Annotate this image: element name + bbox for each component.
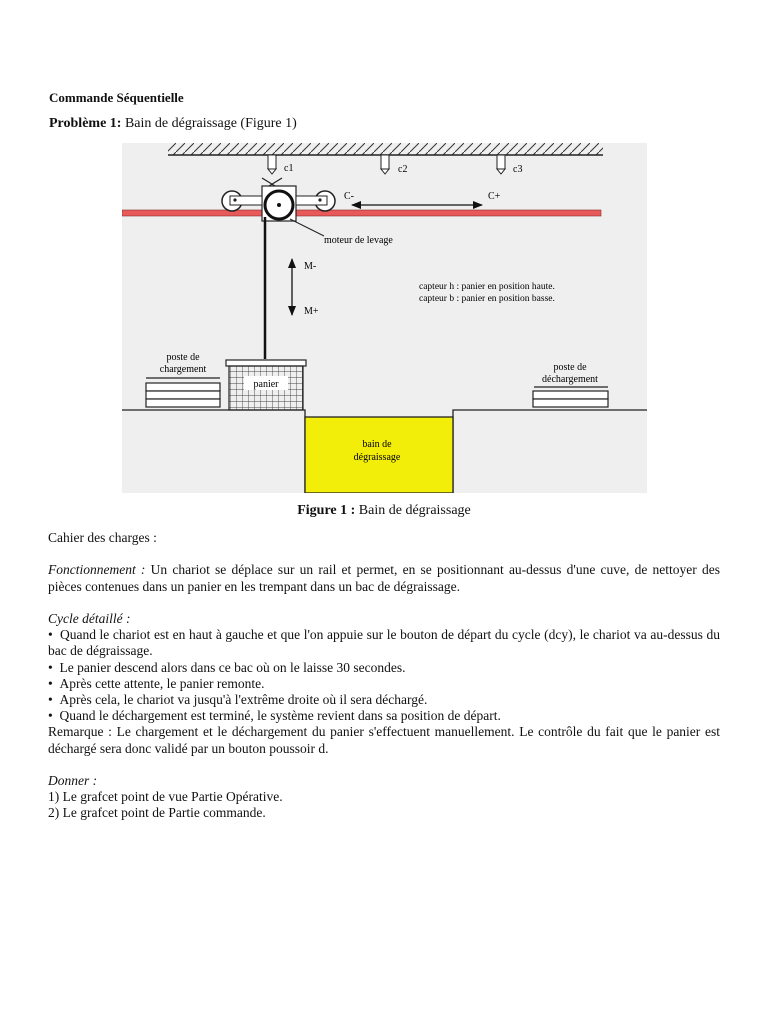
arrow-m-plus-label: M+ <box>304 306 319 317</box>
task-item: 2) Le grafcet point de Partie commande. <box>48 805 266 821</box>
unloading-station-label-1: poste de <box>553 362 587 373</box>
document-title: Commande Séquentielle <box>49 90 184 105</box>
specs-heading: Cahier des charges : <box>48 530 157 545</box>
specifications-section <box>48 530 720 822</box>
problem-label: Problème 1: <box>49 116 122 131</box>
tank-label-2: dégraissage <box>353 452 401 463</box>
cycle-step: • Après cela, le chariot va jusqu'à l'extrême droite où il sera déchargé. <box>48 692 720 708</box>
remark-paragraph: Remarque : Le chargement et le déchargement du panier s'effectuent manuellement. Le contrôle du fait que le panier est déchargé sera donc validé par un bouton poussoir d. <box>48 724 720 756</box>
cycle-label: Cycle détaillé : <box>48 610 131 626</box>
loading-station-label-2: chargement <box>159 364 207 375</box>
basket-label: panier <box>253 379 279 390</box>
ceiling <box>168 143 603 155</box>
operation-text: Un chariot se déplace sur un rail et permet, en se positionnant au-dessus d'une cuve, de nettoyer des pièces contenues dans un panier en les trempant dans un bac de dégraissage. <box>48 562 720 594</box>
arrow-c-plus-label: C+ <box>488 191 501 202</box>
legend-line-h: capteur h : panier en position haute. <box>419 282 555 292</box>
degreasing-tank <box>305 417 453 493</box>
sensor-c1-label: c1 <box>284 163 294 174</box>
basket <box>226 360 306 410</box>
legend-line-b: capteur b : panier en position basse. <box>419 294 555 304</box>
tasks-label: Donner : <box>48 773 98 788</box>
tank-label-1: bain de <box>362 439 392 450</box>
operation-label: Fonctionnement : <box>48 562 146 578</box>
arrow-c-minus-label: C- <box>344 191 354 202</box>
figure-bain-degraissage <box>122 143 647 493</box>
problem-heading <box>49 116 297 132</box>
cycle-step: • Le panier descend alors dans ce bac où on le laisse 30 secondes. <box>48 660 720 676</box>
arrow-m-minus-label: M- <box>304 261 317 272</box>
loading-station-label-1: poste de <box>166 352 200 363</box>
problem-text: Bain de dégraissage (Figure 1) <box>121 116 297 131</box>
sensor-c2-label: c2 <box>398 164 408 175</box>
figure-caption-text: Bain de dégraissage <box>355 503 471 518</box>
sensor-c3-label: c3 <box>513 164 523 175</box>
cycle-step: • Après cette attente, le panier remonte. <box>48 676 720 692</box>
cycle-step: • Quand le chariot est en haut à gauche et que l'on appuie sur le bouton de départ du cycle (dcy), le chariot va au-dessus du bac de dégraissage. <box>48 627 720 659</box>
operation-paragraph <box>48 562 720 594</box>
figure-caption-label: Figure 1 : <box>297 503 356 518</box>
motor-label: moteur de levage <box>324 235 393 246</box>
rail <box>122 210 601 216</box>
task-item: 1) Le grafcet point de vue Partie Opérative. <box>48 789 283 805</box>
cycle-step: • Quand le déchargement est terminé, le système revient dans sa position de départ. <box>48 708 720 724</box>
figure-caption <box>0 503 768 519</box>
unloading-station-label-2: déchargement <box>542 374 598 385</box>
